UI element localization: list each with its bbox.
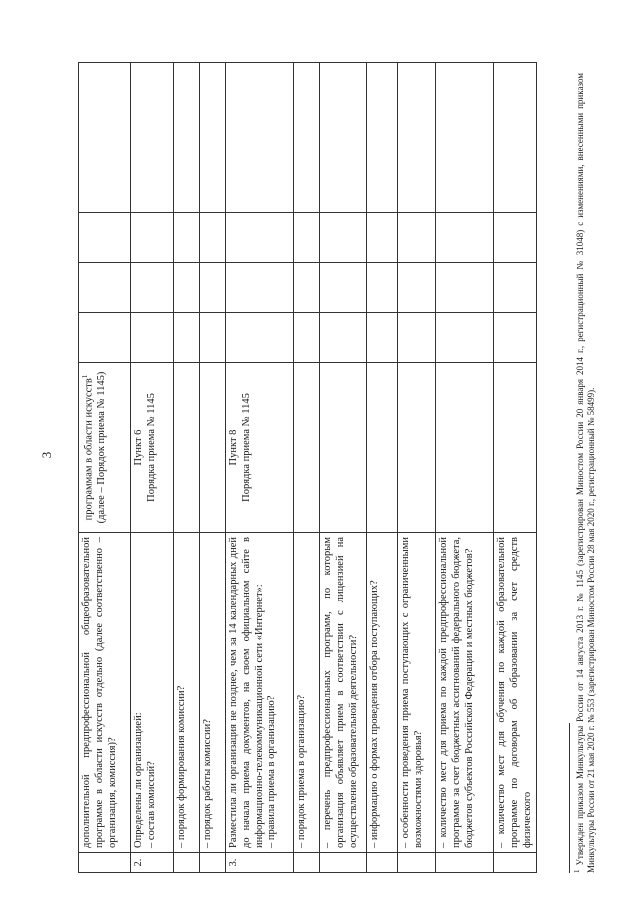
question-cell: – информацию о формах проведения отбора поступающих? <box>367 533 398 853</box>
reference-cell: Пункт 8 Порядка приема № 1145 <box>226 363 294 533</box>
row-number-cell <box>494 853 537 873</box>
question-cell: – количество мест для обучения по каждой образовательной программе по договорам об образовании за счет средств физического <box>494 533 537 853</box>
reference-cell <box>79 363 131 533</box>
answer-cell[interactable] <box>367 263 398 313</box>
answer-cell[interactable] <box>320 313 367 363</box>
reference-text: программам в области искусств <box>83 378 95 521</box>
question-cell: – количество мест для приема по каждой предпрофессиональной программе за счет бюджетных ассигнований федерального бюджета, бюджетов субъектов Российской Федерации и местных бюджетов? <box>436 533 494 853</box>
reference-cell <box>174 363 200 533</box>
reference-cell: Пункт 6 Порядка приема № 1145 <box>131 363 174 533</box>
row-number-cell <box>79 853 131 873</box>
answer-cell[interactable] <box>320 213 367 263</box>
row-number-cell <box>174 853 200 873</box>
row-number-cell <box>294 853 320 873</box>
footnote-marker: 1 <box>573 869 581 873</box>
row-number-cell <box>320 853 367 873</box>
answer-cell[interactable] <box>367 63 398 213</box>
row-number-cell: 3. <box>226 853 294 873</box>
answer-cell[interactable] <box>494 63 537 213</box>
answer-cell[interactable] <box>131 263 174 313</box>
answer-cell[interactable] <box>200 63 226 213</box>
row-number-cell <box>436 853 494 873</box>
question-cell: – особенности проведения приема поступающих с ограниченными возможностями здоровья? <box>398 533 436 853</box>
footnote <box>573 73 597 873</box>
table-row <box>226 63 294 873</box>
answer-cell[interactable] <box>79 213 131 263</box>
question-cell: – порядок формирования комиссии? <box>174 533 200 853</box>
table-body <box>79 63 537 873</box>
answer-cell[interactable] <box>226 313 294 363</box>
answer-cell[interactable] <box>294 213 320 263</box>
answer-cell[interactable] <box>436 263 494 313</box>
answer-cell[interactable] <box>436 313 494 363</box>
answer-cell[interactable] <box>200 213 226 263</box>
table-row <box>131 63 174 873</box>
answer-cell[interactable] <box>294 263 320 313</box>
answer-cell[interactable] <box>200 313 226 363</box>
footnote-separator <box>569 723 570 873</box>
answer-cell[interactable] <box>320 63 367 213</box>
row-number-cell <box>367 853 398 873</box>
answer-cell[interactable] <box>226 263 294 313</box>
row-number-cell: 2. <box>131 853 174 873</box>
table-row <box>320 63 367 873</box>
table-row <box>200 63 226 873</box>
answer-cell[interactable] <box>494 263 537 313</box>
answer-cell[interactable] <box>494 213 537 263</box>
footnote-text: Утвержден приказом Минкультуры России от 14 августа 2013 г. № 1145 (зарегистрирован Минюстом России 20 января 2014 г., регистрационный № 31048) с изменениями, внесенными приказом Минкультуры России от 21 мая 2020 г. № 553 (зарегистрирован Минюстом России 28 мая 2020 г., регистрационный № 58499). <box>575 73 596 873</box>
question-cell: – перечень предпрофессиональных программ, по которым организация объявляет прием в соответствии с лицензией на осуществление образовательной деятельности? <box>320 533 367 853</box>
reference-cell <box>398 363 436 533</box>
table-row <box>79 63 131 873</box>
rotated-page <box>78 13 598 893</box>
answer-cell[interactable] <box>174 213 200 263</box>
answer-cell[interactable] <box>131 63 174 213</box>
table-row <box>398 63 436 873</box>
answer-cell[interactable] <box>398 313 436 363</box>
answer-cell[interactable] <box>398 63 436 213</box>
reference-cell <box>294 363 320 533</box>
answer-cell[interactable] <box>200 263 226 313</box>
answer-cell[interactable] <box>174 263 200 313</box>
reference-cell <box>200 363 226 533</box>
reference-cell <box>367 363 398 533</box>
table-row <box>367 63 398 873</box>
answer-cell[interactable] <box>294 313 320 363</box>
answer-cell[interactable] <box>398 213 436 263</box>
checklist-table <box>78 62 537 873</box>
page-number: 3 <box>39 451 54 459</box>
answer-cell[interactable] <box>367 313 398 363</box>
question-cell: – порядок работы комиссии? <box>200 533 226 853</box>
table-row <box>436 63 494 873</box>
answer-cell[interactable] <box>79 63 131 213</box>
question-cell: Разместила ли организация не позднее, чем за 14 календарных дней до начала приема документов, на своем официальном сайте в информационно-телекоммуникационной сети «Интернет»: – правила приема в организацию? <box>226 533 294 853</box>
answer-cell[interactable] <box>79 263 131 313</box>
answer-cell[interactable] <box>226 213 294 263</box>
footnote-ref-marker: 1 <box>81 374 89 379</box>
table-row <box>494 63 537 873</box>
row-number-cell <box>398 853 436 873</box>
answer-cell[interactable] <box>131 313 174 363</box>
answer-cell[interactable] <box>131 213 174 263</box>
question-cell: дополнительной предпрофессиональной общеобразовательной программе в области искусств отдельно (далее соответственно – организация, комиссия)? <box>79 533 131 853</box>
answer-cell[interactable] <box>294 63 320 213</box>
reference-text-continued: (далее – Порядок приема № 1145) <box>96 371 108 524</box>
answer-cell[interactable] <box>398 263 436 313</box>
answer-cell[interactable] <box>174 63 200 213</box>
table-row <box>174 63 200 873</box>
reference-cell <box>494 363 537 533</box>
table-row <box>294 63 320 873</box>
answer-cell[interactable] <box>320 263 367 313</box>
answer-cell[interactable] <box>79 313 131 363</box>
reference-cell <box>320 363 367 533</box>
row-number-cell <box>200 853 226 873</box>
question-cell: – порядок приема в организацию? <box>294 533 320 853</box>
reference-cell <box>436 363 494 533</box>
question-cell: Определены ли организацией: – состав комиссий? <box>131 533 174 853</box>
answer-cell[interactable] <box>494 313 537 363</box>
answer-cell[interactable] <box>367 213 398 263</box>
answer-cell[interactable] <box>436 213 494 263</box>
answer-cell[interactable] <box>436 63 494 213</box>
answer-cell[interactable] <box>226 63 294 213</box>
answer-cell[interactable] <box>174 313 200 363</box>
